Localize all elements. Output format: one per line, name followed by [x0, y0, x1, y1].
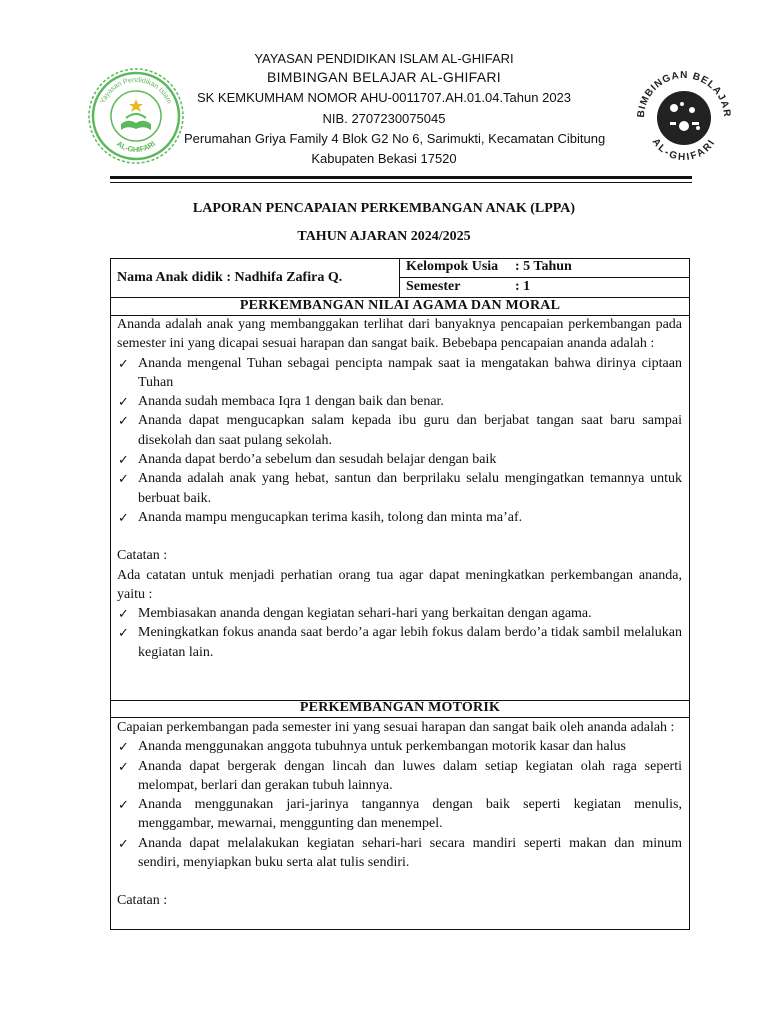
list-item: ✓ Ananda menggunakan anggota tubuhnya untuk perkembangan motorik kasar dan halus: [117, 737, 682, 756]
check-icon: ✓: [118, 625, 129, 641]
report-title: LAPORAN PENCAPAIAN PERKEMBANGAN ANAK (LPPA): [192, 201, 576, 216]
semester-value: : 1: [515, 279, 531, 294]
agama-note-intro: Ada catatan untuk menjadi perhatian orang tua agar dapat meningkatkan perkembangan ananda, yaitu :: [117, 567, 682, 602]
motorik-achievements-list: [117, 737, 682, 872]
check-icon: ✓: [118, 606, 129, 622]
svg-text:AL-GHIFARI: AL-GHIFARI: [115, 139, 157, 155]
address-line-2: Kabupaten Bekasi 17520: [311, 151, 457, 166]
check-icon: ✓: [118, 509, 129, 525]
academic-year: TAHUN AJARAN 2024/2025: [297, 229, 471, 244]
agama-note-label: Catatan :: [117, 548, 168, 564]
list-item: ✓ Ananda mengenal Tuhan sebagai pencipta nampak saat ia mengatakan bahwa dirinya ciptaan Tuhan: [118, 355, 682, 390]
agama-achievements-list: [117, 354, 682, 528]
motorik-intro: Capaian perkembangan pada semester ini yang sesuai harapan dan sangat baik oleh ananda adalah :: [117, 720, 675, 735]
list-item: ✓ Ananda mampu mengucapkan terima kasih, tolong dan minta ma’af.: [117, 508, 682, 527]
agama-intro: Ananda adalah anak yang membanggakan terlihat dari banyaknya pencapaian perkembangan pada semester ini yang dicapai sesuai harapan dan sangat baik. Bebebapa pencapaian ananda adalah :: [117, 317, 682, 352]
list-item: ✓ Ananda dapat berdo’a sebelum dan sesudah belajar dengan baik: [117, 450, 682, 469]
svg-text:Yayasan Pendidikan Islam: Yayasan Pendidikan Islam: [99, 76, 173, 105]
nib-number: NIB. 2707230075045: [322, 111, 446, 126]
foundation-name: YAYASAN PENDIDIKAN ISLAM AL-GHIFARI: [254, 51, 514, 66]
svg-text:BIMBINGAN BELAJAR: BIMBINGAN BELAJAR: [635, 69, 733, 119]
check-icon: ✓: [118, 797, 129, 813]
check-icon: ✓: [118, 394, 129, 410]
semester-label: Semester: [406, 279, 461, 294]
age-group-value: : 5 Tahun: [515, 259, 572, 274]
address-line-1: Perumahan Griya Family 4 Blok G2 No 6, Sarimukti, Kecamatan Cibitung: [184, 131, 606, 146]
list-item: ✓ Ananda dapat mengucapkan salam kepada ibu guru dan berjabat tangan saat baru sampai disekolah dan saat pulang sekolah.: [118, 413, 682, 448]
letterhead-rule-thick: [110, 176, 692, 179]
list-item: ✓ Ananda dapat bergerak dengan lincah dan luwes dalam setiap kegiatan olah raga seperti melompat, berlari dan gerakan tubuh lainnya.: [118, 758, 682, 793]
list-item: ✓ Membiasakan ananda dengan kegiatan sehari-hari yang berkaitan dengan agama.: [117, 604, 682, 623]
student-name: Nama Anak didik : Nadhifa Zafira Q.: [117, 270, 343, 285]
section-body-agama: [117, 315, 682, 662]
table-divider: [399, 277, 690, 278]
list-item: ✓ Ananda dapat melalakukan kegiatan sehari-hari secara mandiri seperti makan dan minum sendiri, menyiapkan buku serta alat tulis sendiri.: [118, 835, 682, 871]
motorik-note-label: Catatan :: [117, 893, 168, 909]
list-item: ✓ Ananda menggunakan jari-jarinya tangannya dengan baik seperti kegiatan menulis, menggambar, mewarnai, menggunting dan menempel.: [118, 797, 682, 832]
list-item: ✓ Ananda adalah anak yang hebat, santun dan berprilaku selalu mengingatkan temannya untuk berbuat baik.: [118, 471, 682, 506]
decree-number: SK KEMKUMHAM NOMOR AHU-0011707.AH.01.04.Tahun 2023: [196, 90, 572, 105]
check-icon: ✓: [118, 471, 129, 487]
list-item: ✓ Ananda sudah membaca Iqra 1 dengan baik dan benar.: [117, 392, 682, 411]
letterhead-rule-thin: [110, 182, 692, 183]
letterhead: [0, 0, 768, 190]
list-item: ✓ Meningkatkan fokus ananda saat berdo’a agar lebih fokus dalam berdo’a tidak sambil melalukan kegiatan lain.: [118, 625, 682, 660]
svg-text:AL-GHIFARI: AL-GHIFARI: [649, 136, 719, 164]
check-icon: ✓: [118, 835, 129, 851]
check-icon: ✓: [118, 452, 129, 468]
table-divider: [399, 258, 400, 298]
section-title-motorik: PERKEMBANGAN MOTORIK: [299, 700, 501, 715]
section-title-agama: PERKEMBANGAN NILAI AGAMA DAN MORAL: [239, 298, 561, 313]
agama-notes-list: [117, 604, 682, 662]
check-icon: ✓: [118, 739, 129, 755]
check-icon: ✓: [118, 355, 129, 371]
check-icon: ✓: [118, 758, 129, 774]
institution-name: BIMBINGAN BELAJAR AL-GHIFARI: [266, 69, 501, 85]
check-icon: ✓: [118, 413, 129, 429]
section-body-motorik: [117, 718, 682, 911]
age-group-label: Kelompok Usia: [406, 259, 499, 274]
